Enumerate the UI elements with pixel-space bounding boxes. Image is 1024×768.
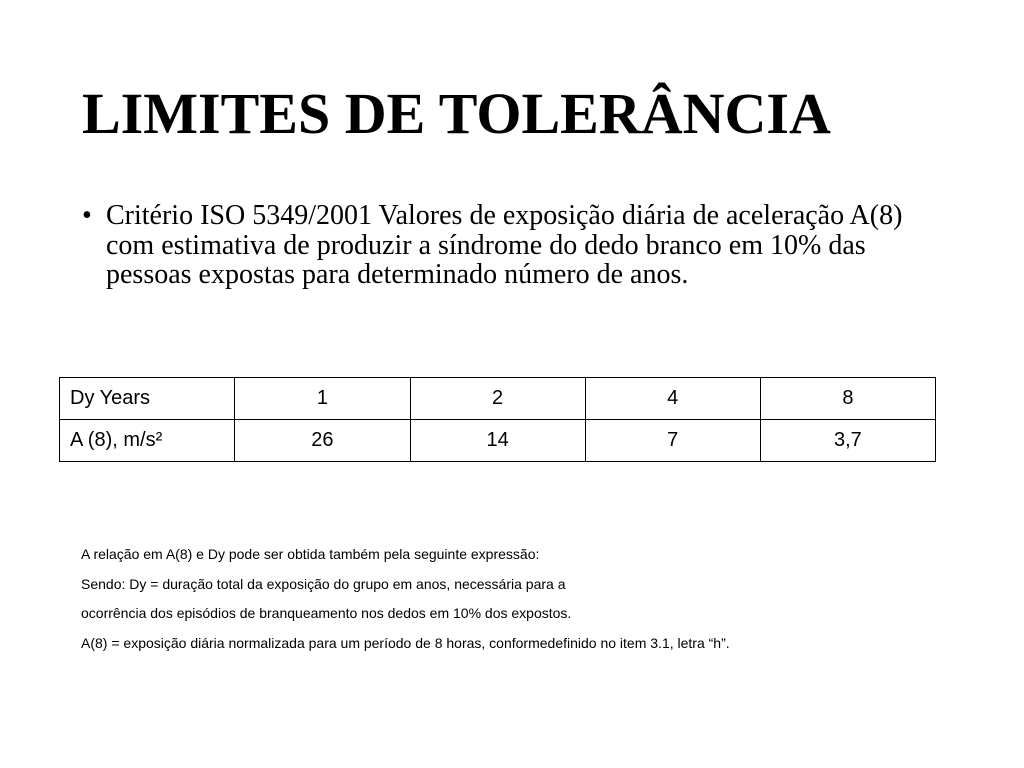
table-cell: 26 bbox=[235, 420, 410, 462]
table-row-acceleration bbox=[60, 420, 936, 462]
bullet-text: Critério ISO 5349/2001 Valores de exposição diária de aceleração A(8) com estimativa de produzir a síndrome do dedo branco em 10% das pessoas expostas para determinado número de anos. bbox=[106, 200, 903, 290]
table-cell: 1 bbox=[235, 378, 410, 420]
table-cell: 2 bbox=[410, 378, 585, 420]
bullet-list bbox=[82, 201, 952, 290]
table-row-header: Dy Years bbox=[60, 378, 235, 420]
note-line: A(8) = exposição diária normalizada para um período de 8 horas, conformedefinido no item 3.1, letra “h”. bbox=[81, 635, 730, 652]
table-cell: 14 bbox=[410, 420, 585, 462]
note-line: ocorrência dos episódios de branqueamento nos dedos em 10% dos expostos. bbox=[81, 605, 572, 622]
bullet-item bbox=[82, 201, 952, 290]
note-line: Sendo: Dy = duração total da exposição do grupo em anos, necessária para a bbox=[81, 575, 566, 592]
bullet-mark: • bbox=[82, 200, 92, 231]
note-line: A relação em A(8) e Dy pode ser obtida também pela seguinte expressão: bbox=[81, 546, 540, 562]
table-cell: 4 bbox=[585, 378, 760, 420]
table-cell: 7 bbox=[585, 420, 760, 462]
table-cell: 8 bbox=[760, 378, 935, 420]
table-row-years bbox=[60, 378, 936, 420]
table-cell: 3,7 bbox=[760, 420, 935, 462]
slide-title: LIMITES DE TOLERÂNCIA bbox=[82, 81, 831, 146]
notes-block bbox=[81, 540, 981, 659]
table-row-header: A (8), m/s² bbox=[60, 420, 235, 462]
exposure-table bbox=[59, 377, 936, 462]
